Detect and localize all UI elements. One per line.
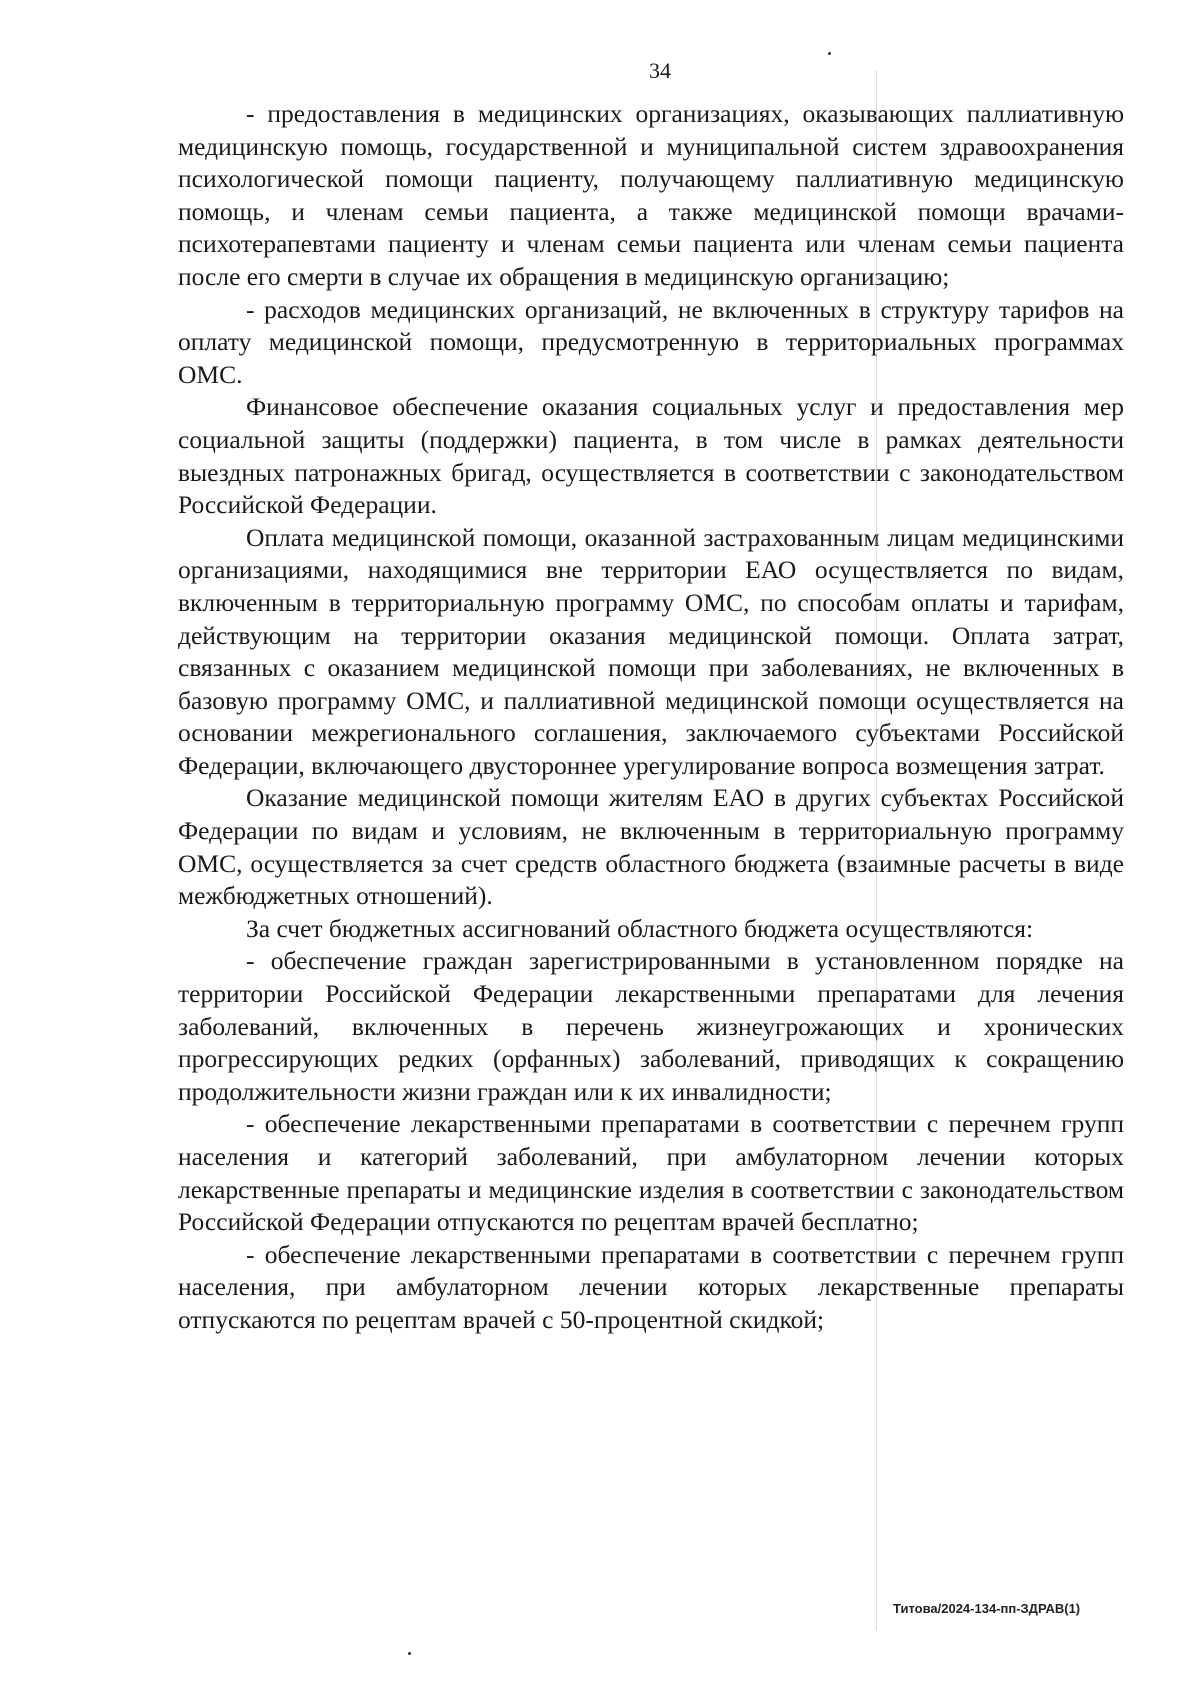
paragraph-orphan-diseases: - обеспечение граждан зарегистрированными в установленном порядке на территории Российской Федерации лекарственными препаратами для лечения заболеваний, включенных в перечень жизнеугрожающих и хронических прогрессирующих редких (орфанных) заболеваний, приводящих к сокращению продолжительности жизни граждан или к их инвалидности; bbox=[178, 946, 1124, 1106]
paragraph-social-services: Финансовое обеспечение оказания социальных услуг и предоставления мер социальной защиты (поддержки) пациента, в том числе в рамках деятельности выездных патронажных бригад, осуществляется в соответствии с законодательством Российской Федерации. bbox=[178, 392, 1124, 520]
scan-artifact-dot bbox=[828, 52, 831, 55]
document-registration-code: Титова/2024-134-пп-ЗДРАВ(1) bbox=[893, 1601, 1081, 1616]
paragraph-psychological-help: - предоставления в медицинских организациях, оказывающих паллиативную медицинскую помощь, государственной и муниципальной систем здравоохранения психологической помощи пациенту, получающему паллиативную медицинскую помощь, и членам семьи пациента, а также медицинской помощи врачами-психотерапевтами пациенту и членам семьи пациента или членам семьи пациента после его смерти в случае их обращения в медицинскую организацию; bbox=[178, 99, 1124, 291]
paragraph-care-other-regions: Оказание медицинской помощи жителям ЕАО в других субъектах Российской Федерации по видам и условиям, не включенным в территориальную программу ОМС, осуществляется за счет средств областного бюджета (взаимные расчеты в виде межбюджетных отношений). bbox=[178, 783, 1124, 911]
paragraph-payment-outside-territory: Оплата медицинской помощи, оказанной застрахованным лицам медицинскими организациями, находящимися вне территории ЕАО осуществляется по видам, включенным в территориальную программу ОМС, по способам оплаты и тарифам, действующим на территории оказания медицинской помощи. Оплата затрат, связанных с оказанием медицинской помощи при заболеваниях, не включенных в базовую программу ОМС, и паллиативной медицинской помощи осуществляется на основании межрегионального соглашения, заключаемого субъектами Российской Федерации, включающего двустороннее урегулирование вопроса возмещения затрат. bbox=[178, 522, 1124, 780]
page-number: 34 bbox=[649, 58, 671, 83]
paragraph-budget-intro: За счет бюджетных ассигнований областного бюджета осуществляются: bbox=[246, 913, 1034, 943]
paragraph-expenses: - расходов медицинских организаций, не включенных в структуру тарифов на оплату медицинской помощи, предусмотренную в территориальных программах ОМС. bbox=[178, 294, 1124, 389]
scan-artifact-line bbox=[876, 70, 877, 1630]
paragraph-free-prescriptions: - обеспечение лекарственными препаратами в соответствии с перечнем групп населения и категорий заболеваний, при амбулаторном лечении которых лекарственные препараты и медицинские изделия в соответствии с законодательством Российской Федерации отпускаются по рецептам врачей бесплатно; bbox=[178, 1109, 1124, 1237]
scan-artifact-dot bbox=[408, 1652, 411, 1655]
document-body bbox=[178, 98, 1124, 1337]
paragraph-discount-prescriptions: - обеспечение лекарственными препаратами в соответствии с перечнем групп населения, при амбулаторном лечении которых лекарственные препараты отпускаются по рецептам врачей с 50-процентной скидкой; bbox=[178, 1239, 1124, 1334]
